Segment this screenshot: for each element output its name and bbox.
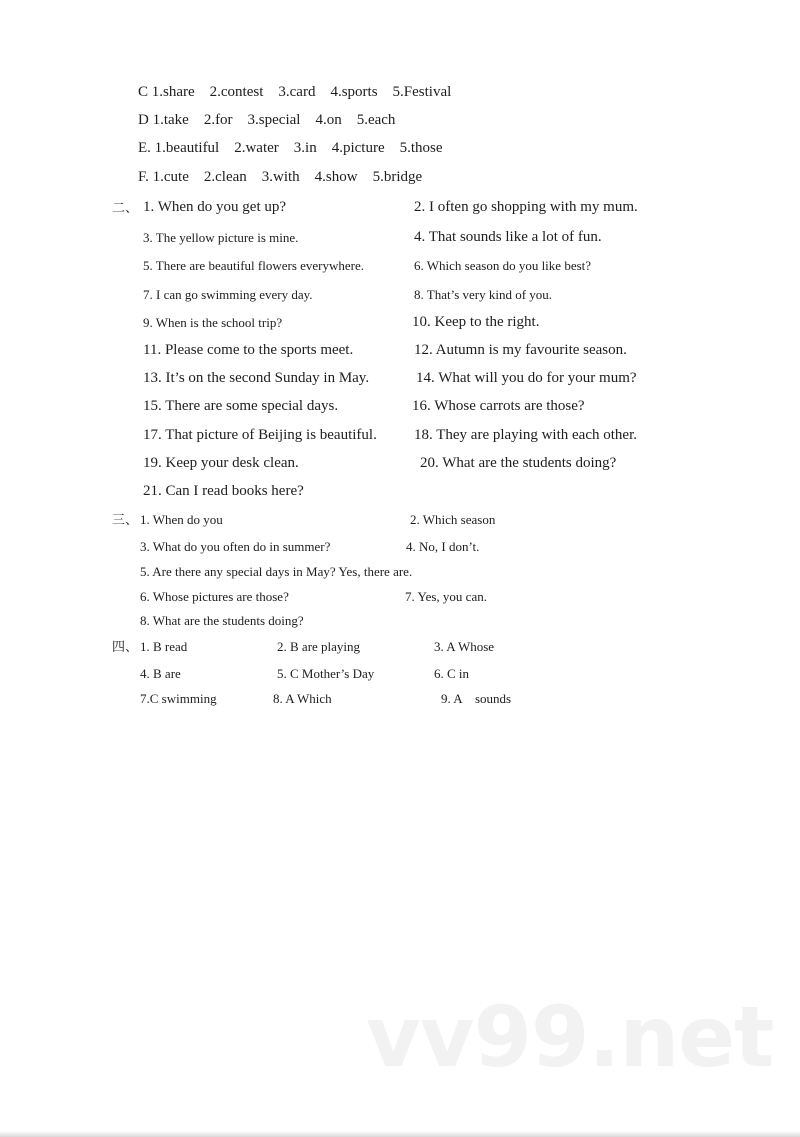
sentence-item: 18. They are playing with each other. <box>414 427 637 443</box>
choice-item: 1. B read <box>140 639 188 654</box>
fill-in-item: 7. Yes, you can. <box>405 589 487 604</box>
sentence-item: 16. Whose carrots are those? <box>412 398 585 414</box>
answer-line-e: E. 1.beautiful 2.water 3.in 4.picture 5.those <box>138 140 443 156</box>
choice-item: 4. B are <box>140 666 181 681</box>
sentence-item: 21. Can I read books here? <box>143 483 304 499</box>
choice-item: 5. C Mother’s Day <box>277 666 375 681</box>
section-marker-4: 四、 <box>112 639 139 654</box>
sentence-item: 10. Keep to the right. <box>412 314 540 330</box>
section-marker-3: 三、 <box>112 512 139 527</box>
sentence-item: 12. Autumn is my favourite season. <box>414 342 627 358</box>
choice-item: 8. A Which <box>273 691 332 706</box>
choice-item: 9. A sounds <box>441 691 512 706</box>
sentence-item: 11. Please come to the sports meet. <box>143 342 354 358</box>
fill-in-item: 1. When do you <box>140 512 223 527</box>
sentence-item: 7. I can go swimming every day. <box>143 287 313 302</box>
answer-line-c: C 1.share 2.contest 3.card 4.sports 5.Festival <box>138 84 452 100</box>
choice-item: 7.C swimming <box>140 691 217 706</box>
watermark: vv99.net <box>366 988 774 1086</box>
sentence-item: 13. It’s on the second Sunday in May. <box>143 370 370 386</box>
sentence-item: 14. What will you do for your mum? <box>416 370 637 386</box>
choice-item: 6. C in <box>434 666 470 681</box>
sentence-item: 19. Keep your desk clean. <box>143 455 299 471</box>
sentence-item: 6. Which season do you like best? <box>414 258 592 273</box>
sentence-item: 3. The yellow picture is mine. <box>143 230 299 245</box>
choice-item: 3. A Whose <box>434 639 495 654</box>
section-marker-2: 二、 <box>112 200 139 215</box>
sentence-item: 4. That sounds like a lot of fun. <box>414 229 602 245</box>
fill-in-item: 6. Whose pictures are those? <box>140 589 289 604</box>
sentence-item: 20. What are the students doing? <box>420 455 617 471</box>
sentence-item: 2. I often go shopping with my mum. <box>414 199 638 215</box>
sentence-item: 8. That’s very kind of you. <box>414 287 553 302</box>
fill-in-item: 3. What do you often do in summer? <box>140 539 331 554</box>
page-bottom-edge <box>0 1131 800 1137</box>
fill-in-item: 8. What are the students doing? <box>140 613 304 628</box>
sentence-item: 15. There are some special days. <box>143 398 339 414</box>
answer-line-d: D 1.take 2.for 3.special 4.on 5.each <box>138 112 396 128</box>
fill-in-item: 2. Which season <box>410 512 496 527</box>
sentence-item: 17. That picture of Beijing is beautiful. <box>143 427 377 443</box>
fill-in-item: 4. No, I don’t. <box>406 539 480 554</box>
sentence-item: 5. There are beautiful flowers everywhere. <box>143 258 365 273</box>
answer-line-f: F. 1.cute 2.clean 3.with 4.show 5.bridge <box>138 169 423 185</box>
sentence-item: 9. When is the school trip? <box>143 315 283 330</box>
sentence-item: 1. When do you get up? <box>143 199 287 215</box>
fill-in-item: 5. Are there any special days in May? Yes, there are. <box>140 564 413 579</box>
choice-item: 2. B are playing <box>277 639 361 654</box>
